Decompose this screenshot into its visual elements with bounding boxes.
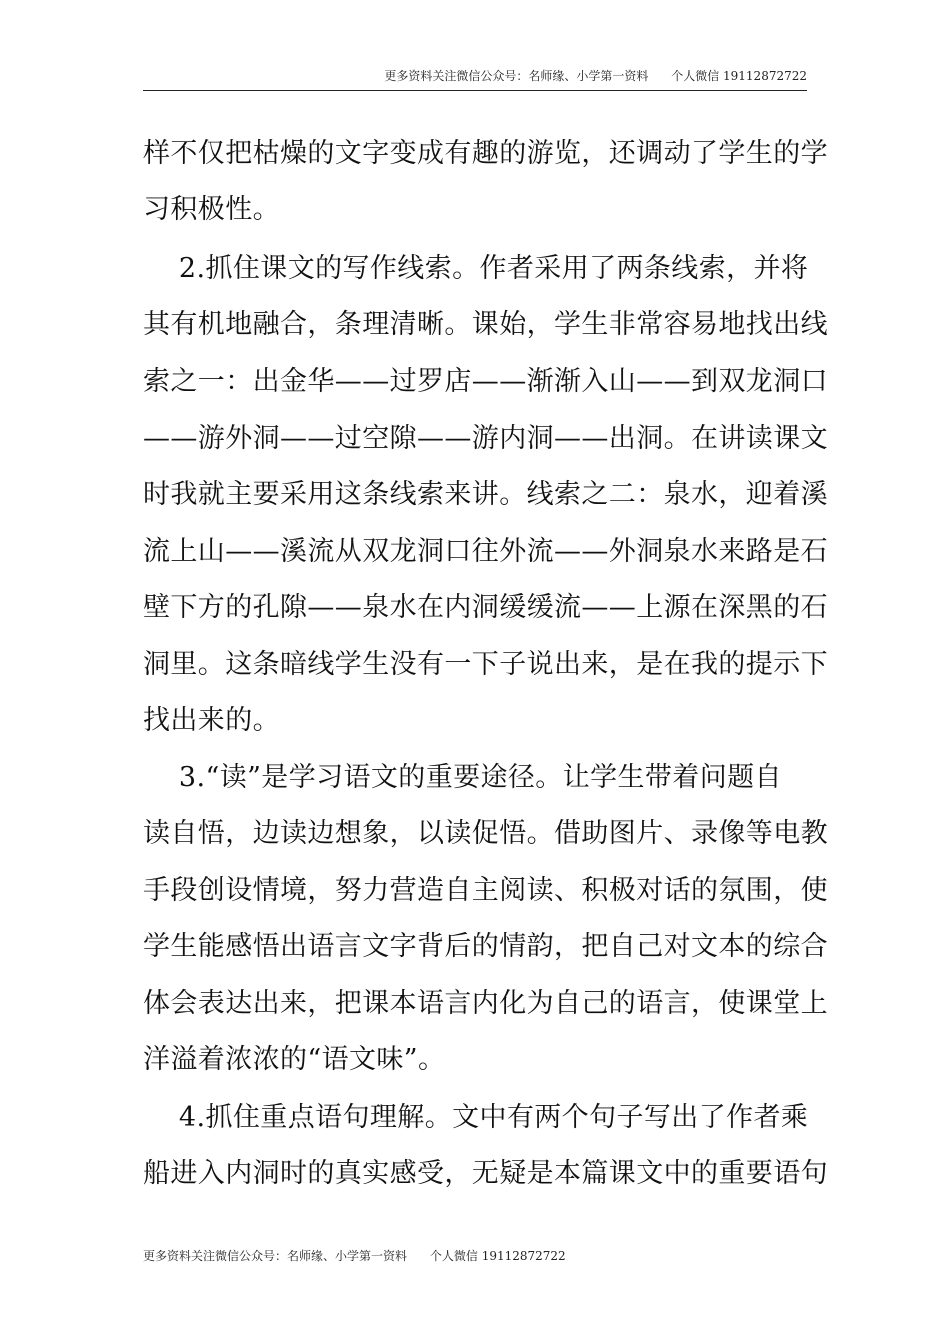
text-line: 3.“读”是学习语文的重要途径。让学生带着问题自 [143, 762, 782, 793]
text-line: 船进入内洞时的真实感受，无疑是本篇课文中的重要语句 [143, 1158, 828, 1189]
text-line: ——游外洞——过空隙——游内洞——出洞。在讲读课文 [143, 423, 828, 454]
text-line: 洋溢着浓浓的“语文味”。 [143, 1044, 446, 1075]
text-line: 2.抓住课文的写作线索。作者采用了两条线索，并将 [143, 253, 809, 284]
text-line: 其有机地融合，条理清晰。课始，学生非常容易地找出线 [143, 309, 828, 340]
text-line: 手段创设情境，努力营造自主阅读、积极对话的氛围，使 [143, 875, 828, 906]
page-header [143, 64, 807, 91]
text-line: 洞里。这条暗线学生没有一下子说出来，是在我的提示下 [143, 649, 828, 680]
text-line: 样不仅把枯燥的文字变成有趣的游览，还调动了学生的学 [143, 138, 828, 169]
text-line: 索之一：出金华——过罗店——渐渐入山——到双龙洞口 [143, 366, 828, 397]
text-line: 习积极性。 [143, 194, 280, 225]
text-line: 体会表达出来，把课本语言内化为自己的语言，使课堂上 [143, 988, 828, 1019]
text-line: 流上山——溪流从双龙洞口往外流——外洞泉水来路是石 [143, 536, 828, 567]
header-text: 更多资料关注微信公众号：名师缘、小学第一资料 个人微信 19112872722 [384, 69, 807, 83]
text-line: 壁下方的孔隙——泉水在内洞缓缓流——上源在深黑的石 [143, 592, 828, 623]
text-line: 学生能感悟出语言文字背后的情韵，把自己对文本的综合 [143, 931, 828, 962]
text-line: 找出来的。 [143, 705, 280, 736]
text-line: 4.抓住重点语句理解。文中有两个句子写出了作者乘 [143, 1102, 809, 1133]
page-footer: 更多资料关注微信公众号：名师缘、小学第一资料 个人微信 19112872722 [143, 1249, 566, 1263]
text-line: 读自悟，边读边想象，以读促悟。借助图片、录像等电教 [143, 818, 828, 849]
text-line: 时我就主要采用这条线索来讲。线索之二：泉水，迎着溪 [143, 479, 828, 510]
